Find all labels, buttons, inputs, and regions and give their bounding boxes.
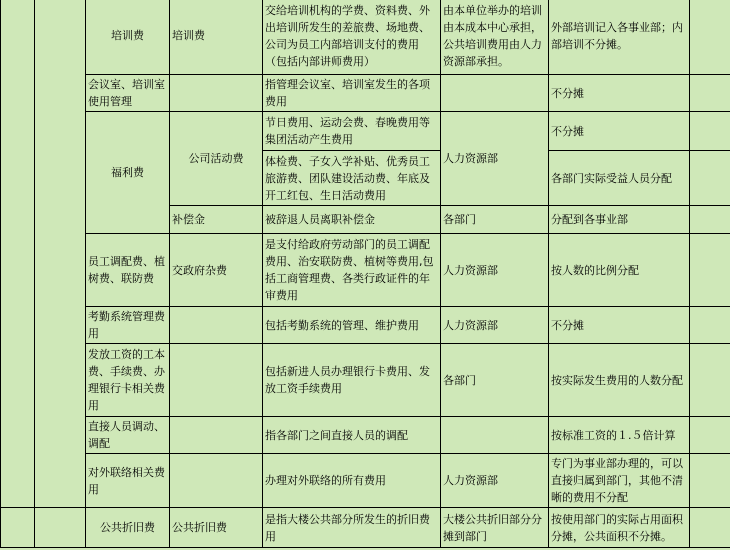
cell-category[interactable]: 发放工资的工本费、手续费、办理银行卡相关费用 [86,344,170,417]
cell-blank[interactable] [690,151,730,206]
cell-description[interactable]: 体检费、子女入学补贴、优秀员工旅游费、团队建设活动费、年底及开工红包、生日活动费用 [263,151,441,206]
cell-blank-col-b[interactable] [35,0,86,508]
cell-department[interactable]: 人力资源部 [441,454,549,508]
cell-allocation[interactable]: 不分摊 [549,112,690,151]
cell-description[interactable]: 是支付给政府劳动部门的员工调配费用、治安联防费、植树等费用,包括工商管理费、各类行政证件的年审费用 [263,234,441,307]
cell-category[interactable]: 培训费 [86,0,170,75]
table-row [1,75,730,112]
cell-category[interactable]: 员工调配费、植树费、联防费 [86,234,170,307]
cell-subcategory[interactable] [170,307,263,344]
cell-department[interactable]: 人力资源部 [441,112,549,206]
cell-allocation[interactable]: 外部培训记入各事业部；内部培训不分摊。 [549,0,690,75]
cell-allocation[interactable]: 按标准工资的１.５倍计算 [549,417,690,454]
cell-description[interactable]: 节日费用、运动会费、春晚费用等集团活动产生费用 [263,112,441,151]
cell-allocation[interactable]: 专门为事业部办理的，可以直接归属到部门，其他不清晰的费用不分配 [549,454,690,508]
cell-description[interactable]: 交给培训机构的学费、资料费、外出培训所发生的差旅费、场地费、公司为员工内部培训支付的费用（包括内部讲师费用） [263,0,441,75]
cell-department[interactable] [441,75,549,112]
table-row [1,234,730,307]
cell-department[interactable]: 大楼公共折旧部分分摊到部门 [441,508,549,548]
cell-blank[interactable] [690,417,730,454]
table-row [1,508,730,548]
table-row [1,0,730,75]
table-row [1,344,730,417]
cell-blank[interactable] [690,206,730,234]
cell-subcategory[interactable] [170,344,263,417]
cell-description[interactable]: 被辞退人员离职补偿金 [263,206,441,234]
cell-subcategory[interactable]: 补偿金 [170,206,263,234]
cell-department[interactable]: 人力资源部 [441,234,549,307]
cell-category[interactable]: 会议室、培训室使用管理 [86,75,170,112]
cell-blank-col-a[interactable] [1,0,35,508]
table-row [1,307,730,344]
cell-subcategory[interactable] [170,417,263,454]
cell-blank[interactable] [690,0,730,75]
cell-category[interactable]: 直接人员调动、调配 [86,417,170,454]
cell-subcategory[interactable]: 公共折旧费 [170,508,263,548]
cell-allocation[interactable]: 按人数的比例分配 [549,234,690,307]
cell-blank[interactable] [690,234,730,307]
cell-blank-col-a[interactable] [1,508,35,548]
cell-category[interactable]: 公共折旧费 [86,508,170,548]
cell-allocation[interactable]: 不分摊 [549,307,690,344]
cell-description[interactable]: 是指大楼公共部分所发生的折旧费用 [263,508,441,548]
cell-blank[interactable] [690,112,730,151]
cell-allocation[interactable]: 按使用部门的实际占用面积分摊，公共面积不分摊。 [549,508,690,548]
cell-blank[interactable] [690,344,730,417]
table-row [1,112,730,151]
cell-allocation[interactable]: 按实际发生费用的人数分配 [549,344,690,417]
cell-description[interactable]: 包括考勤系统的管理、维护费用 [263,307,441,344]
cell-blank[interactable] [690,454,730,508]
cell-department[interactable]: 由本单位举办的培训由本成本中心承担，公共培训费用由人力资源部承担。 [441,0,549,75]
cell-subcategory[interactable]: 公司活动费 [170,112,263,206]
cell-department[interactable] [441,417,549,454]
cell-allocation[interactable]: 各部门实际受益人员分配 [549,151,690,206]
cell-blank[interactable] [690,75,730,112]
cell-blank-col-b[interactable] [35,508,86,548]
cell-department[interactable]: 各部门 [441,206,549,234]
cell-department[interactable]: 各部门 [441,344,549,417]
cell-subcategory[interactable] [170,454,263,508]
cell-description[interactable]: 指各部门之间直接人员的调配 [263,417,441,454]
cell-subcategory[interactable] [170,75,263,112]
cell-description[interactable]: 指管理会议室、培训室发生的各项费用 [263,75,441,112]
cell-department[interactable]: 人力资源部 [441,307,549,344]
cell-description[interactable]: 办理对外联络的所有费用 [263,454,441,508]
cell-subcategory[interactable]: 交政府杂费 [170,234,263,307]
table-row [1,417,730,454]
cell-category[interactable]: 考勤系统管理费用 [86,307,170,344]
cell-subcategory[interactable]: 培训费 [170,0,263,75]
cell-category[interactable]: 对外联络相关费用 [86,454,170,508]
cell-blank[interactable] [690,307,730,344]
cell-allocation[interactable]: 不分摊 [549,75,690,112]
table-row [1,454,730,508]
cell-allocation[interactable]: 分配到各事业部 [549,206,690,234]
cell-blank[interactable] [690,508,730,548]
cell-description[interactable]: 包括新进人员办理银行卡费用、发放工资手续费用 [263,344,441,417]
cell-category[interactable]: 福利费 [86,112,170,234]
